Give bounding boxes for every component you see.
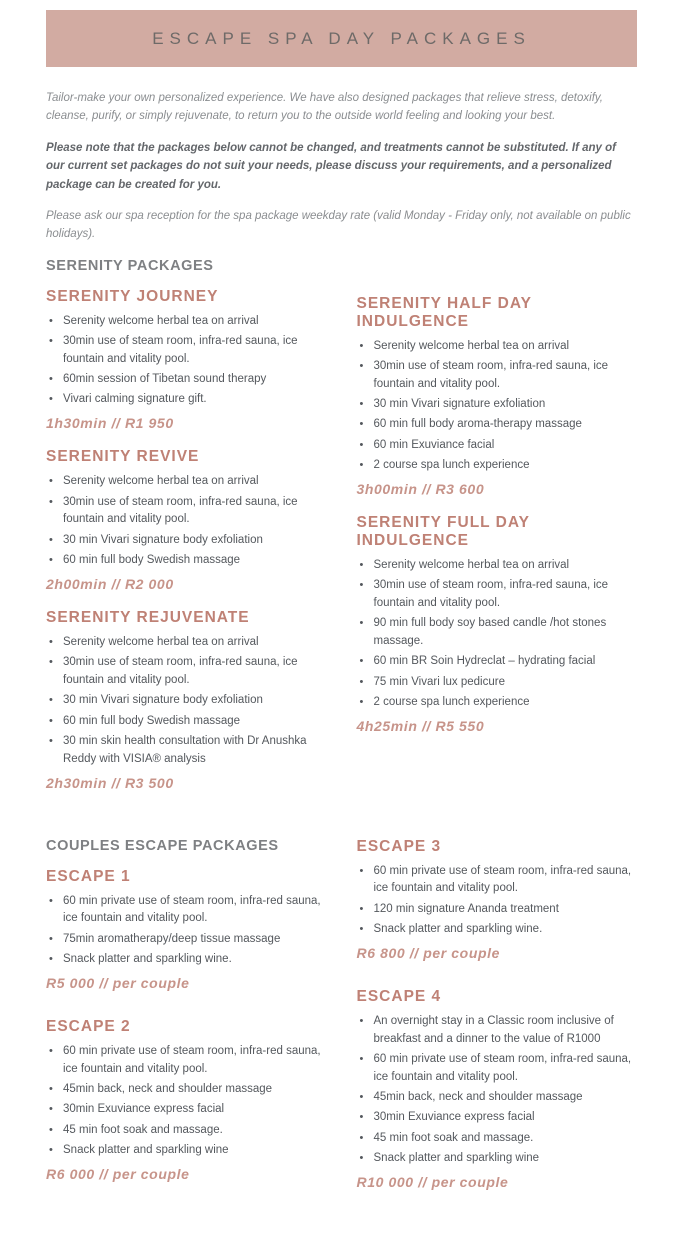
package-title: SERENITY REVIVE <box>46 448 200 466</box>
package-item: • 60 min full body Swedish massage <box>46 713 327 731</box>
section-serenity-packages <box>46 258 637 808</box>
package-item: • 30min use of steam room, infra-red sauna, ice fountain and vitality pool. <box>357 358 638 394</box>
package-item: • Serenity welcome herbal tea on arrival <box>46 473 327 491</box>
package-items <box>46 1043 327 1160</box>
package-item: • 45 min foot soak and massage. <box>357 1130 638 1148</box>
package-item: • 30min use of steam room, infra-red sauna, ice fountain and vitality pool. <box>46 654 327 690</box>
package-title: SERENITY HALF DAY INDULGENCE <box>356 294 532 330</box>
package-item: • 2 course spa lunch experience <box>357 457 638 475</box>
package-sections <box>46 258 637 1217</box>
package-title: SERENITY REJUVENATE <box>46 608 250 626</box>
package-item: • 30min use of steam room, infra-red sauna, ice fountain and vitality pool. <box>46 333 327 369</box>
page-title: ESCAPE SPA DAY PACKAGES <box>152 28 531 48</box>
section-column-left <box>46 258 327 808</box>
package-items <box>46 634 327 769</box>
package-item: • 60min session of Tibetan sound therapy <box>46 371 327 389</box>
package-item: • Serenity welcome herbal tea on arrival <box>46 313 327 331</box>
package <box>46 1018 327 1182</box>
intro-paragraph: Tailor-make your own personalized experience. We have also designed packages that relieve stress, detoxify, cleanse, purify, or simply rejuvenate, to return you to the outside world feeling and looking your best. <box>46 92 603 123</box>
package-item: • 60 min private use of steam room, infra-red sauna, ice fountain and vitality pool. <box>357 1051 638 1087</box>
package-title: ESCAPE 4 <box>356 987 442 1005</box>
section-column-left <box>46 838 327 1217</box>
package-item: • 30 min Vivari signature body exfoliation <box>46 692 327 710</box>
package-item: • 90 min full body soy based candle /hot stones massage. <box>357 615 638 651</box>
page-banner <box>46 10 637 67</box>
package-item: • Serenity welcome herbal tea on arrival <box>46 634 327 652</box>
package-item: • 30min Exuviance express facial <box>46 1101 327 1119</box>
section-heading: COUPLES ESCAPE PACKAGES <box>46 837 279 854</box>
package <box>357 838 638 961</box>
package-price: R5 000 // per couple <box>46 974 190 991</box>
package-item: • 60 min private use of steam room, infra-red sauna, ice fountain and vitality pool. <box>46 893 327 929</box>
package-item: • An overnight stay in a Classic room inclusive of breakfast and a dinner to the value of R1000 <box>357 1013 638 1049</box>
package-price: R6 000 // per couple <box>46 1165 190 1182</box>
package-items <box>46 893 327 969</box>
package <box>357 514 638 734</box>
package-item: • 30min use of steam room, infra-red sauna, ice fountain and vitality pool. <box>357 577 638 613</box>
package-item: • Snack platter and sparkling wine <box>46 1142 327 1160</box>
package-item: • 60 min full body aroma-therapy massage <box>357 416 638 434</box>
package-item: • Serenity welcome herbal tea on arrival <box>357 338 638 356</box>
package-title: SERENITY FULL DAY INDULGENCE <box>356 513 530 549</box>
package-title: ESCAPE 2 <box>46 1017 131 1035</box>
package <box>46 868 327 991</box>
package-price: 1h30min // R1 950 <box>46 415 174 432</box>
section-heading: SERENITY PACKAGES <box>46 257 214 274</box>
section-column-right <box>357 258 638 808</box>
package-item: • 60 min private use of steam room, infra-red sauna, ice fountain and vitality pool. <box>46 1043 327 1079</box>
package-item: • Snack platter and sparkling wine. <box>357 921 638 939</box>
intro-paragraph: Please note that the packages below cannot be changed, and treatments cannot be substituted. If any of our current set packages do not suit your needs, please discuss your requirements, and a personalized package can be created for you. <box>46 141 616 191</box>
package-items <box>357 557 638 712</box>
package-item: • 30min Exuviance express facial <box>357 1109 638 1127</box>
package <box>46 609 327 791</box>
package-item: • 45min back, neck and shoulder massage <box>46 1081 327 1099</box>
package-price: R6 800 // per couple <box>356 944 500 961</box>
package-items <box>357 338 638 475</box>
package-item: • Snack platter and sparkling wine. <box>46 951 327 969</box>
package-items <box>46 313 327 410</box>
package-item: • Vivari calming signature gift. <box>46 391 327 409</box>
package-item: • 30 min Vivari signature exfoliation <box>357 396 638 414</box>
package-item: • 60 min BR Soin Hydreclat – hydrating facial <box>357 653 638 671</box>
section-column-right <box>357 838 638 1217</box>
package-item: • 45 min foot soak and massage. <box>46 1122 327 1140</box>
package-items <box>46 473 327 570</box>
package-items <box>357 1013 638 1168</box>
package-title: ESCAPE 1 <box>46 867 131 885</box>
package-item: • 60 min private use of steam room, infra-red sauna, ice fountain and vitality pool. <box>357 863 638 899</box>
package-item: • Serenity welcome herbal tea on arrival <box>357 557 638 575</box>
package-item: • 30 min skin health consultation with Dr Anushka Reddy with VISIA® analysis <box>46 733 327 769</box>
package-items <box>357 863 638 939</box>
package <box>357 988 638 1190</box>
package-item: • 75min aromatherapy/deep tissue massage <box>46 931 327 949</box>
package-title: SERENITY JOURNEY <box>46 287 219 305</box>
package-item: • 120 min signature Ananda treatment <box>357 901 638 919</box>
package <box>46 448 327 592</box>
package-item: • 75 min Vivari lux pedicure <box>357 674 638 692</box>
package-price: R10 000 // per couple <box>356 1173 509 1190</box>
intro-paragraphs <box>46 89 637 244</box>
intro-paragraph: Please ask our spa reception for the spa package weekday rate (valid Monday - Friday only, not available on public holidays). <box>46 209 631 241</box>
package-item: • Snack platter and sparkling wine <box>357 1150 638 1168</box>
package <box>46 288 327 432</box>
section-couples-escape-packages <box>46 838 637 1217</box>
package-price: 4h25min // R5 550 <box>356 717 485 734</box>
package-price: 2h30min // R3 500 <box>46 774 174 791</box>
package-item: • 2 course spa lunch experience <box>357 694 638 712</box>
package-item: • 30min use of steam room, infra-red sauna, ice fountain and vitality pool. <box>46 494 327 530</box>
package-item: • 45min back, neck and shoulder massage <box>357 1089 638 1107</box>
package-price: 3h00min // R3 600 <box>356 480 485 497</box>
package-item: • 60 min Exuviance facial <box>357 437 638 455</box>
package-item: • 60 min full body Swedish massage <box>46 552 327 570</box>
package-title: ESCAPE 3 <box>356 837 442 855</box>
package-price: 2h00min // R2 000 <box>46 575 174 592</box>
package <box>357 295 638 497</box>
package-item: • 30 min Vivari signature body exfoliation <box>46 532 327 550</box>
